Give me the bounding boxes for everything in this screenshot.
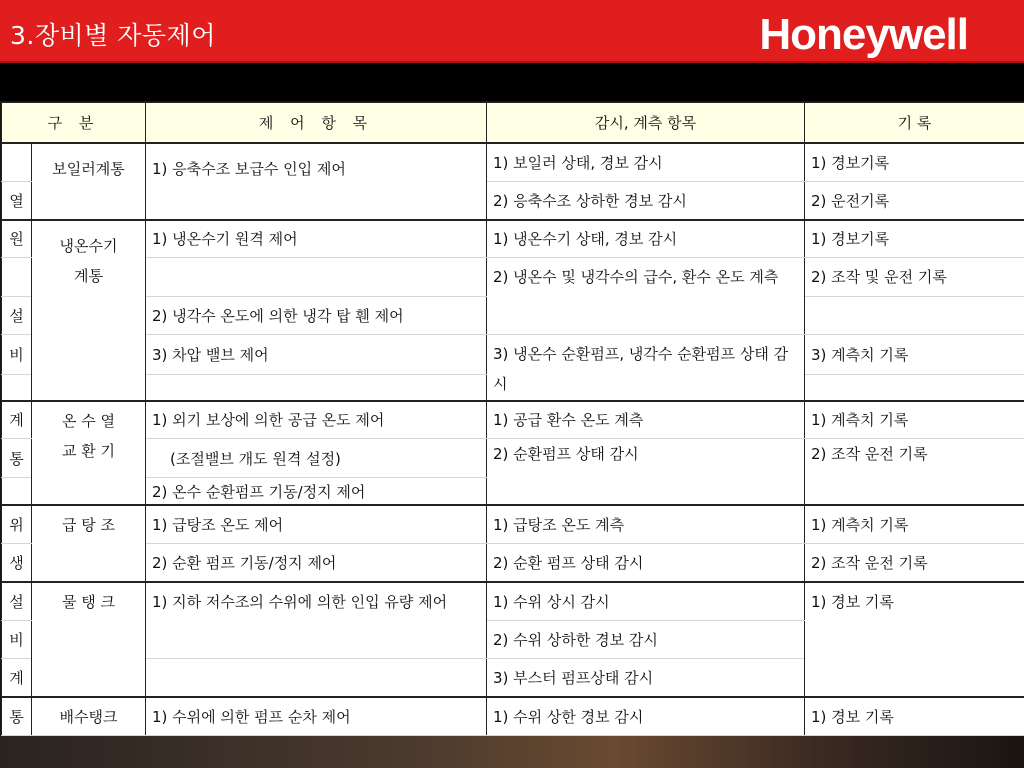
header-record: 기 록 — [805, 103, 1024, 143]
equipment-water-tank: 물 탱 크 — [32, 582, 146, 697]
category-cell: 열 — [2, 181, 32, 219]
control-cell — [146, 659, 487, 697]
category-cell — [2, 375, 32, 401]
record-cell: 3) 계측치 기록 — [805, 334, 1024, 374]
equipment-heat-exchanger — [32, 401, 146, 506]
record-cell: 2) 조작 및 운전 기록 — [805, 258, 1024, 296]
equipment-chiller — [32, 220, 146, 401]
table-row — [2, 220, 1024, 258]
equipment-label: 냉온수기 계통 — [59, 236, 118, 285]
title-bar — [0, 0, 1024, 63]
monitor-cell: 2) 응축수조 상하한 경보 감시 — [487, 181, 805, 219]
category-cell: 통 — [2, 439, 32, 477]
record-cell: 1) 계측치 기록 — [805, 505, 1024, 543]
category-cell: 계 — [2, 659, 32, 697]
control-cell: 1) 냉온수기 원격 제어 — [146, 220, 487, 258]
table-row — [2, 143, 1024, 181]
control-cell — [146, 258, 487, 296]
record-cell: 1) 경보기록 — [805, 220, 1024, 258]
table-row — [2, 439, 1024, 477]
monitor-cell: 1) 수위 상한 경보 감시 — [487, 697, 805, 735]
record-cell: 1) 경보 기록 — [805, 582, 1024, 697]
header-monitor: 감시, 계측 항목 — [487, 103, 805, 143]
table-row — [2, 334, 1024, 374]
control-cell: 1) 급탕조 온도 제어 — [146, 505, 487, 543]
control-cell — [146, 375, 487, 401]
control-cell: 1) 응축수조 보급수 인입 제어 — [146, 143, 487, 220]
monitor-cell: 3) 냉온수 순환펌프, 냉각수 순환펌프 상태 감시 — [487, 334, 805, 400]
table-row — [2, 697, 1024, 735]
control-cell — [146, 401, 487, 439]
equipment-drain-tank: 배수탱크 — [32, 697, 146, 735]
black-band — [0, 63, 1024, 101]
record-cell: 1) 계측치 기록 — [805, 401, 1024, 439]
table-row — [2, 258, 1024, 296]
category-cell: 원 — [2, 220, 32, 258]
record-cell: 1) 경보 기록 — [805, 697, 1024, 735]
control-items-table — [1, 102, 1024, 736]
monitor-cell: 3) 부스터 펌프상태 감시 — [487, 659, 805, 697]
monitor-cell: 1) 냉온수기 상태, 경보 감시 — [487, 220, 805, 258]
category-cell: 계 — [2, 401, 32, 439]
table-row — [2, 401, 1024, 439]
monitor-cell: 1) 급탕조 온도 계측 — [487, 505, 805, 543]
category-cell: 위 — [2, 505, 32, 543]
record-cell — [805, 296, 1024, 334]
category-cell — [2, 258, 32, 296]
category-cell: 통 — [2, 697, 32, 735]
control-cell: 2) 순환 펌프 기동/정지 제어 — [146, 544, 487, 582]
control-cell: 2) 온수 순환펌프 기동/정지 제어 — [146, 477, 487, 505]
monitor-cell: 1) 공급 환수 온도 계측 — [487, 401, 805, 439]
control-cell: 3) 차압 밸브 제어 — [146, 334, 487, 374]
equipment-label: 온 수 열 교 환 기 — [61, 411, 115, 460]
category-cell: 비 — [2, 334, 32, 374]
monitor-cell: 2) 순환펌프 상태 감시 — [487, 439, 805, 506]
category-cell: 생 — [2, 544, 32, 582]
category-cell: 비 — [2, 620, 32, 658]
equipment-boiler: 보일러계통 — [32, 143, 146, 220]
control-cell: 1) 지하 저수조의 수위에 의한 인입 유량 제어 — [146, 582, 487, 659]
record-cell: 2) 운전기록 — [805, 181, 1024, 219]
control-cell: 2) 냉각수 온도에 의한 냉각 탑 휀 제어 — [146, 296, 487, 334]
category-cell — [2, 143, 32, 181]
monitor-cell: 1) 보일러 상태, 경보 감시 — [487, 143, 805, 181]
table-row — [2, 544, 1024, 582]
category-cell: 설 — [2, 296, 32, 334]
monitor-cell: 2) 냉온수 및 냉각수의 급수, 환수 온도 계측 — [487, 258, 805, 335]
slide-title: 3.장비별 자동제어 — [10, 21, 216, 50]
record-cell: 1) 경보기록 — [805, 143, 1024, 181]
background-image-strip — [0, 736, 1024, 768]
table-row — [2, 505, 1024, 543]
header-row — [2, 103, 1024, 143]
control-cell: 1) 수위에 의한 펌프 순차 제어 — [146, 697, 487, 735]
control-cell: (조절밸브 개도 원격 설정) — [146, 439, 487, 477]
monitor-cell: 2) 수위 상하한 경보 감시 — [487, 620, 805, 658]
header-control: 제 어 항 목 — [146, 103, 487, 143]
monitor-cell: 2) 순환 펌프 상태 감시 — [487, 544, 805, 582]
category-cell: 설 — [2, 582, 32, 620]
honeywell-logo: Honeywell — [759, 10, 968, 59]
monitor-cell: 1) 수위 상시 감시 — [487, 582, 805, 620]
record-cell: 2) 조작 운전 기록 — [805, 439, 1024, 506]
record-cell: 2) 조작 운전 기록 — [805, 544, 1024, 582]
equipment-hot-water-tank: 급 탕 조 — [32, 505, 146, 582]
table-row — [2, 582, 1024, 620]
category-cell — [2, 477, 32, 505]
record-cell — [805, 375, 1024, 401]
control-line: 1) 외기 보상에 의한 공급 온도 제어 — [152, 411, 385, 430]
header-category: 구 분 — [2, 103, 146, 143]
